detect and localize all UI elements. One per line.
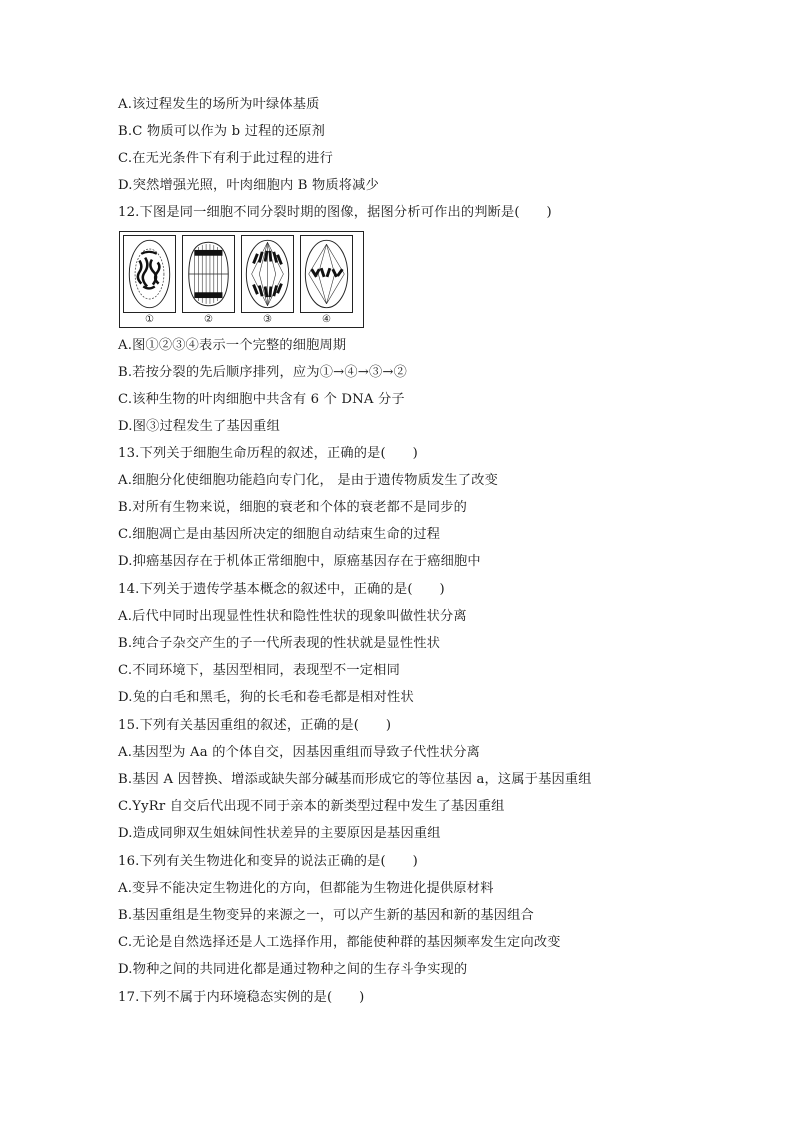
q12-option-d: D.图③过程发生了基因重组 [118, 419, 280, 434]
q13-option-d: D.抑癌基因存在于机体正常细胞中，原癌基因存在于癌细胞中 [118, 554, 481, 569]
cell-label-1: ① [145, 314, 154, 325]
q14-option-d: D.兔的白毛和黑毛，狗的长毛和卷毛都是相对性状 [118, 690, 414, 705]
q16-stem: 16.下列有关生物进化和变异的说法正确的是( ) [118, 854, 419, 869]
q12-stem: 12.下图是同一细胞不同分裂时期的图像，据图分析可作出的判断是( ) [118, 205, 552, 220]
cell-division-figure [119, 231, 364, 328]
q16-option-b: B.基因重组是生物变异的来源之一，可以产生新的基因和新的基因组合 [118, 908, 534, 923]
q15-option-d: D.造成同卵双生姐妹间性状差异的主要原因是基因重组 [118, 826, 441, 841]
cell-image-2 [182, 235, 235, 313]
q12-option-c: C.该种生物的叶肉细胞中共含有 6 个 DNA 分子 [118, 392, 405, 407]
cell-image-1 [123, 235, 176, 313]
q15-option-b: B.基因 A 因替换、增添或缺失部分碱基而形成它的等位基因 a，这属于基因重组 [118, 772, 592, 787]
q12-option-a: A.图①②③④表示一个完整的细胞周期 [118, 338, 347, 353]
q11-option-c: C.在无光条件下有利于此过程的进行 [118, 151, 334, 166]
q16-option-d: D.物种之间的共同进化都是通过物种之间的生存斗争实现的 [118, 962, 468, 977]
q13-option-b: B.对所有生物来说，细胞的衰老和个体的衰老都不是同步的 [118, 500, 467, 515]
q13-option-c: C.细胞凋亡是由基因所决定的细胞自动结束生命的过程 [118, 527, 441, 542]
q16-option-c: C.无论是自然选择还是人工选择作用，都能使种群的基因频率发生定向改变 [118, 935, 561, 950]
q14-option-c: C.不同环境下，基因型相同，表现型不一定相同 [118, 663, 400, 678]
q16-option-a: A.变异不能决定生物进化的方向，但都能为生物进化提供原材料 [118, 881, 494, 896]
q15-option-c: C.YyRr 自交后代出现不同于亲本的新类型过程中发生了基因重组 [118, 799, 505, 814]
q15-option-a: A.基因型为 Aa 的个体自交，因基因重组而导致子代性状分离 [118, 745, 480, 760]
q14-option-a: A.后代中同时出现显性性状和隐性性状的现象叫做性状分离 [118, 609, 467, 624]
q11-option-a: A.该过程发生的场所为叶绿体基质 [118, 97, 320, 112]
cell-label-4: ④ [322, 314, 331, 325]
q14-stem: 14.下列关于遗传学基本概念的叙述中，正确的是( ) [118, 582, 445, 597]
q12-option-b: B.若按分裂的先后顺序排列，应为①→④→③→② [118, 365, 408, 380]
q13-option-a: A.细胞分化使细胞功能趋向专门化， 是由于遗传物质发生了改变 [118, 473, 498, 488]
q11-option-b: B.C 物质可以作为 b 过程的还原剂 [118, 124, 326, 139]
cell-label-2: ② [204, 314, 213, 325]
q17-stem: 17.下列不属于内环境稳态实例的是( ) [118, 990, 365, 1005]
cell-label-3: ③ [263, 314, 272, 325]
q14-option-b: B.纯合子杂交产生的子一代所表现的性状就是显性性状 [118, 636, 441, 651]
q13-stem: 13.下列关于细胞生命历程的叙述，正确的是( ) [118, 446, 419, 461]
q11-option-d: D.突然增强光照，叶肉细胞内 B 物质将减少 [118, 178, 379, 193]
cell-image-3 [241, 235, 294, 313]
cell-image-4 [300, 235, 353, 313]
q15-stem: 15.下列有关基因重组的叙述，正确的是( ) [118, 718, 392, 733]
